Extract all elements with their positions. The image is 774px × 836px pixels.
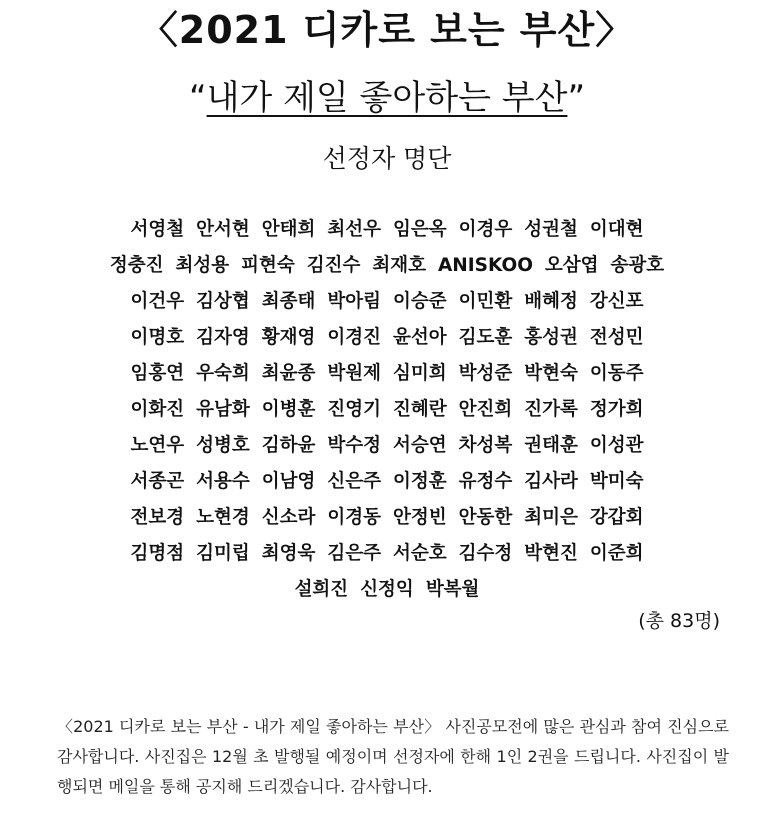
winner-name: 김은주 [327,543,381,564]
winner-name: 김명점 [130,543,185,564]
winner-name: 서용수 [196,471,250,492]
winner-name: 정가희 [589,399,644,420]
subtitle-close-quote: ” [567,78,586,118]
winner-name: 이정훈 [393,471,447,492]
winner-name: 강신포 [589,291,644,312]
winner-name: 안태희 [261,219,316,240]
winners-row [0,392,774,428]
subtitle-text: 내가 제일 좋아하는 부산 [206,78,568,118]
winner-name: 최성용 [175,255,230,276]
winner-name: 김진수 [306,255,361,276]
winner-name: 노연우 [130,435,185,456]
winner-name: 안동한 [458,507,513,528]
winners-row [0,212,774,248]
winner-name: 이동주 [589,363,644,384]
winner-name: 성병호 [196,435,250,456]
winner-name: 강갑회 [589,507,644,528]
winner-name: 배혜정 [524,291,578,312]
winners-heading: 선정자 명단 [322,144,452,173]
winner-name: 김사라 [524,471,578,492]
winner-name: 이경동 [327,507,381,528]
winner-name: 임은옥 [393,219,447,240]
winner-name: 우숙희 [196,363,250,384]
winner-name: 진영기 [327,399,381,420]
winner-name: 이화진 [130,399,185,420]
winner-name: 전성민 [589,327,644,348]
winner-name: 송광호 [610,255,665,276]
winner-name: 차성복 [458,435,513,456]
winner-name: 신정익 [360,579,414,600]
winner-name: 노현경 [196,507,250,528]
winner-name: 박현숙 [524,363,578,384]
winner-name: 이경우 [458,219,513,240]
winner-name: 임홍연 [130,363,185,384]
winner-name: 진가록 [524,399,578,420]
total-count: (총 83명) [638,610,720,632]
winner-name: 오삼엽 [544,255,599,276]
winner-name: 이명호 [130,327,185,348]
winner-name: 홍성권 [524,327,578,348]
winner-name: 전보경 [130,507,185,528]
winner-name: 이대현 [589,219,644,240]
winners-row [0,428,774,464]
winner-name: 서승연 [393,435,447,456]
winner-name: 심미희 [393,363,447,384]
winner-name: 서순호 [393,543,447,564]
winner-name: 윤선아 [393,327,447,348]
winner-name: 김수정 [458,543,513,564]
winner-name: 서종곤 [130,471,185,492]
winner-name: 안진희 [458,399,513,420]
winner-name: 신소라 [261,507,316,528]
winner-name: 최선우 [327,219,381,240]
winner-name: 이성관 [589,435,644,456]
winner-name: 설희진 [294,579,349,600]
winner-name: 최종태 [261,291,316,312]
winner-name: 진혜란 [393,399,447,420]
winner-name: 안서현 [196,219,250,240]
winner-name: 이민환 [458,291,513,312]
winner-name: 서영철 [130,219,185,240]
winners-row [0,572,774,608]
winner-name: 박미숙 [589,471,644,492]
winner-name: 황재영 [261,327,316,348]
winner-name: 안정빈 [393,507,447,528]
winner-name: 이승준 [393,291,447,312]
winner-name: 성권철 [524,219,578,240]
winner-name: 박원제 [327,363,381,384]
winner-name: 이준희 [589,543,644,564]
winner-name: 박복월 [425,579,480,600]
winner-name: 유남화 [196,399,250,420]
winner-name: 이건우 [130,291,185,312]
document-title: 〈2021 디카로 보는 부산〉 [139,8,635,52]
winners-row [0,500,774,536]
winner-name: ANISKOO [437,255,533,276]
subtitle-open-quote: “ [188,78,207,118]
winner-name: 김하윤 [261,435,316,456]
winner-name: 박수정 [327,435,381,456]
winner-name: 최재호 [372,255,426,276]
winner-name: 유정수 [458,471,513,492]
winner-name: 최미은 [524,507,578,528]
winner-name: 박현진 [524,543,578,564]
winners-row [0,248,774,284]
winners-row [0,536,774,572]
winner-name: 최윤종 [261,363,316,384]
winners-row [0,320,774,356]
winners-row [0,284,774,320]
winner-name: 정충진 [109,255,164,276]
winner-name: 이남영 [261,471,316,492]
winner-name: 김자영 [196,327,250,348]
notice-paragraph: 〈2021 디카로 보는 부산 - 내가 제일 좋아하는 부산〉 사진공모전에 많은 관심과 참여 진심으로 감사합니다. 사진집은 12월 초 발행될 예정이며 선정자에 한해 1인 2권을 드립니다. 사진집이 발행되면 메일을 통해 공지해 드리겠습니다. 감사합니다. [57,717,729,796]
winners-row [0,464,774,500]
winner-name: 최영욱 [261,543,316,564]
winner-name: 박아림 [327,291,381,312]
winners-list [0,212,774,608]
winner-name: 이경진 [327,327,381,348]
winner-name: 권태훈 [524,435,578,456]
winner-name: 피현숙 [241,255,295,276]
winners-row [0,356,774,392]
winner-name: 김도훈 [458,327,513,348]
winner-name: 박성준 [458,363,513,384]
winner-name: 신은주 [327,471,381,492]
winner-name: 김상협 [196,291,250,312]
winner-name: 이병훈 [261,399,316,420]
document-subtitle [0,78,774,119]
winner-name: 김미립 [196,543,250,564]
